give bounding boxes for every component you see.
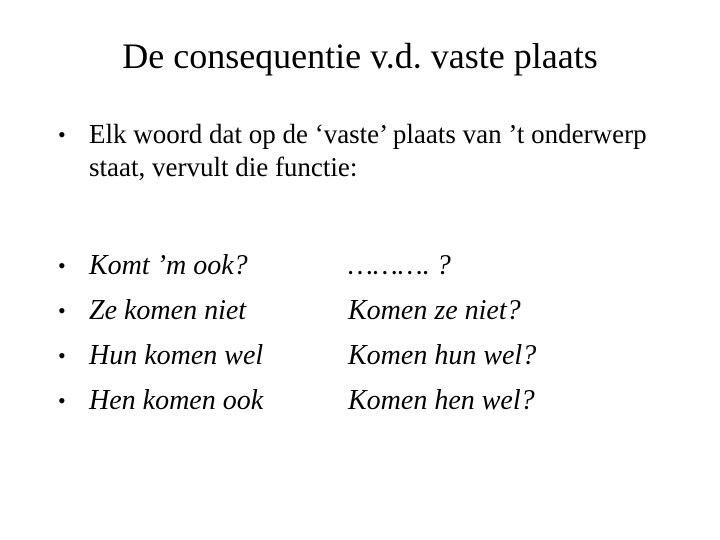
bullet-icon: • <box>58 298 66 323</box>
example-sentence: Komt ’m ook? <box>89 250 248 281</box>
bullet-icon: • <box>58 253 66 278</box>
intro-text: Elk woord dat op de ‘vaste’ plaats van ’t onderwerp staat, vervult die functie: <box>89 119 647 182</box>
example-sentence: Hen komen ook <box>89 385 264 416</box>
example-list <box>58 246 678 426</box>
example-row <box>58 381 678 426</box>
bullet-icon: • <box>58 343 66 368</box>
bullet-icon: • <box>58 122 66 147</box>
intro-bullet <box>58 118 678 184</box>
example-sentence: Hun komen wel <box>89 340 264 371</box>
bullet-icon: • <box>58 388 66 413</box>
example-question: Komen hen wel? <box>348 385 535 416</box>
example-question: ………. ? <box>348 250 451 281</box>
example-question: Komen hun wel? <box>348 340 537 371</box>
example-question: Komen ze niet? <box>348 295 521 326</box>
example-sentence: Ze komen niet <box>89 295 247 326</box>
example-row <box>58 246 678 291</box>
slide-title: De consequentie v.d. vaste plaats <box>122 36 598 76</box>
example-row <box>58 291 678 336</box>
example-row <box>58 336 678 381</box>
